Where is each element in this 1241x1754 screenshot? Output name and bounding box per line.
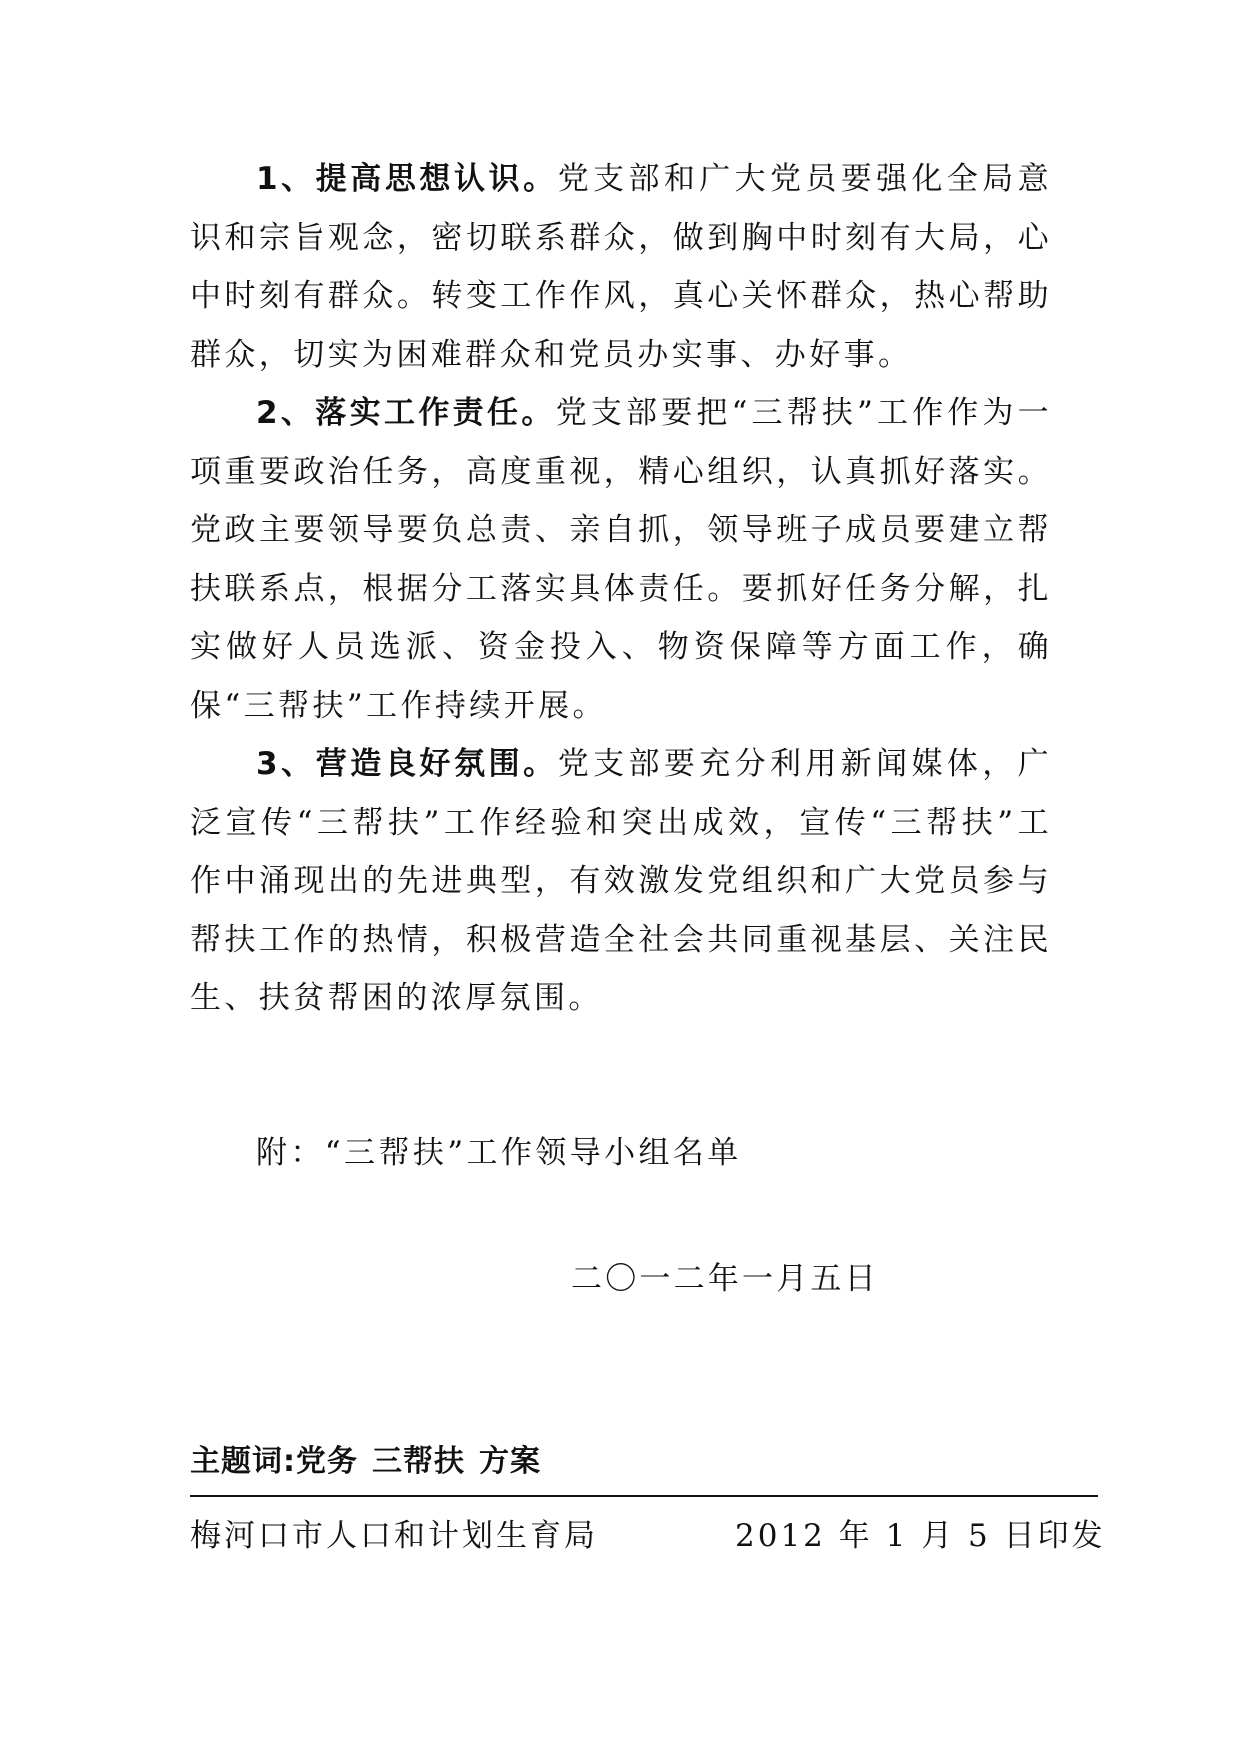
subject-keywords: [190, 1436, 541, 1480]
footer-divider: [190, 1495, 1098, 1497]
keyword-2: 三帮扶: [372, 1444, 465, 1479]
paragraph-3-heading: 3、营造良好氛围。: [256, 746, 558, 782]
paragraph-2: [190, 384, 1052, 735]
issue-date: 2012 年 1 月 5 日印发: [735, 1518, 1106, 1554]
signature-date: 二〇一二年一月五日: [571, 1261, 879, 1297]
document-body: [190, 150, 1052, 1028]
keyword-3: 方案: [479, 1444, 541, 1479]
paragraph-2-text: 党支部要把“三帮扶”工作作为一项重要政治任务，高度重视，精心组织，认真抓好落实。党政主要领导要负总责、亲自抓，领导班子成员要建立帮扶联系点，根据分工落实具体责任。要抓好任务分解，扎实做好人员选派、资金投入、物资保障等方面工作，确保“三帮扶”工作持续开展。: [190, 395, 1052, 724]
paragraph-1: [190, 150, 1052, 384]
paragraph-3-text: 党支部要充分利用新闻媒体，广泛宣传“三帮扶”工作经验和突出成效，宣传“三帮扶”工作中涌现出的先进典型，有效激发党组织和广大党员参与帮扶工作的热情，积极营造全社会共同重视基层、关注民生、扶贫帮困的浓厚氛围。: [190, 746, 1052, 1016]
issuing-authority: 梅河口市人口和计划生育局: [190, 1518, 598, 1554]
keywords-label: 主题词:: [190, 1444, 296, 1479]
attachment-note: 附：“三帮扶”工作领导小组名单: [256, 1135, 742, 1171]
paragraph-2-heading: 2、落实工作责任。: [256, 395, 556, 431]
paragraph-3: [190, 735, 1052, 1028]
keyword-1: 党务: [296, 1444, 358, 1479]
paragraph-1-heading: 1、提高思想认识。: [256, 161, 558, 197]
paragraph-1-text: 党支部和广大党员要强化全局意识和宗旨观念，密切联系群众，做到胸中时刻有大局，心中时刻有群众。转变工作作风，真心关怀群众，热心帮助群众，切实为困难群众和党员办实事、办好事。: [190, 161, 1052, 373]
